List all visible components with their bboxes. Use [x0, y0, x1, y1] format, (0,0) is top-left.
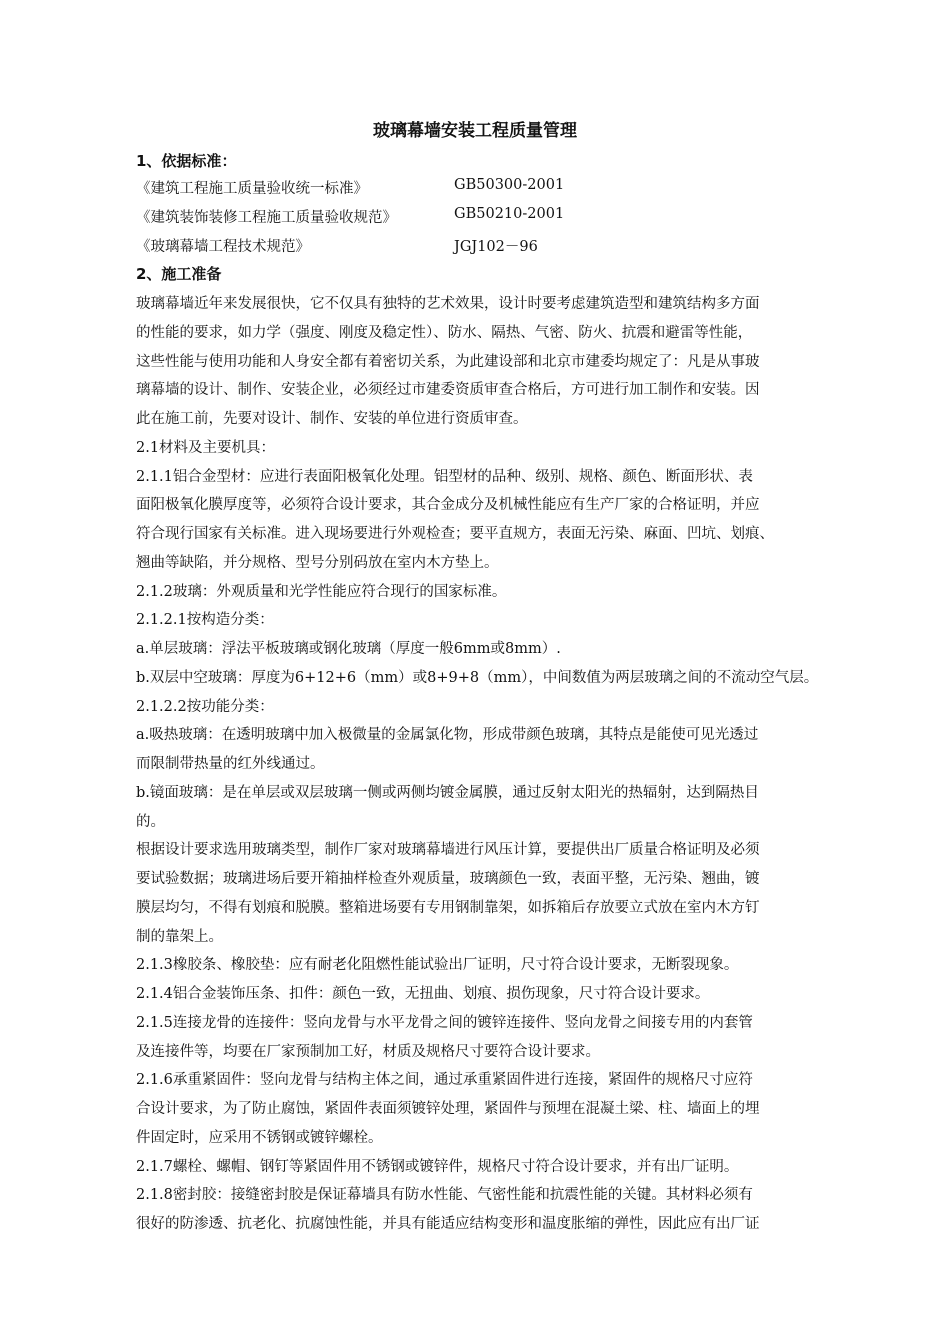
text-line: 的。 — [136, 813, 165, 830]
text-line: 而限制带热量的红外线通过。 — [136, 756, 325, 772]
text-line: 璃幕墙的设计、制作、安装企业，必须经过市建委资质审查合格后，方可进行加工制作和安装。因 — [136, 382, 760, 399]
text-line: 面阳极氧化膜厚度等，必须符合设计要求，其合金成分及机械性能应有生产厂家的合格证明，并应 — [136, 497, 760, 514]
text-line: 玻璃幕墙近年来发展很快，它不仅具有独特的艺术效果，设计时要考虑建筑造型和建筑结构多方面 — [136, 296, 760, 312]
section-heading-preparation: 2、施工准备 — [136, 265, 222, 283]
text-line: 根据设计要求选用玻璃类型，制作厂家对玻璃幕墙进行风压计算，要提供出厂质量合格证明及必须 — [136, 842, 760, 859]
standard-item — [136, 235, 538, 256]
standard-code: GB50300-2001 — [454, 177, 565, 193]
text-line: 要试验数据；玻璃进场后要开箱抽样检查外观质量，玻璃颜色一致，表面平整，无污染、翘曲，镀 — [136, 871, 760, 887]
text-line: 制的靠架上。 — [136, 928, 223, 945]
text-line: 这些性能与使用功能和人身安全都有着密切关系，为此建设部和北京市建委均规定了：凡是从事玻 — [136, 353, 760, 370]
text-line: 的性能的要求，如力学（强度、刚度及稳定性）、防水、隔热、气密、防火、抗震和避雷等性能， — [136, 324, 753, 341]
text-line: 翘曲等缺陷，并分规格、型号分别码放在室内木方垫上。 — [136, 554, 499, 571]
text-line: 2.1.4铝合金装饰压条、扣件：颜色一致，无扭曲、划痕、损伤现象，尺寸符合设计要求。 — [136, 986, 710, 1002]
standard-item — [136, 206, 565, 227]
text-line: b.镜面玻璃：是在单层或双层玻璃一侧或两侧均镀金属膜，通过反射太阳光的热辐射，达到隔热目 — [136, 784, 759, 801]
section-heading-standards: 1、依据标准： — [136, 152, 237, 170]
text-line: 2.1.2.2按功能分类： — [136, 698, 274, 715]
text-line: 2.1.3橡胶条、橡胶垫：应有耐老化阻燃性能试验出厂证明，尺寸符合设计要求，无断裂现象。 — [136, 957, 739, 974]
text-line: 及连接件等，均要在厂家预制加工好，材质及规格尺寸要符合设计要求。 — [136, 1043, 600, 1060]
standard-name: 《玻璃幕墙工程技术规范》 — [136, 239, 310, 255]
text-line: b.双层中空玻璃：厚度为6+12+6（mm）或8+9+8（mm），中间数值为两层玻璃之间的不流动空气层。 — [136, 669, 819, 686]
text-line: 2.1材料及主要机具： — [136, 439, 276, 456]
text-line: a.单层玻璃：浮法平板玻璃或钢化玻璃（厚度一般6mm或8mm）. — [136, 641, 561, 657]
text-line: 2.1.6承重紧固件：竖向龙骨与结构主体之间，通过承重紧固件进行连接，紧固件的规格尺寸应符 — [136, 1072, 753, 1089]
text-line: 此在施工前，先要对设计、制作、安装的单位进行资质审查。 — [136, 411, 528, 427]
text-line: 2.1.2玻璃：外观质量和光学性能应符合现行的国家标准。 — [136, 583, 507, 600]
text-line: 符合现行国家有关标准。进入现场要进行外观检查；要平直规方，表面无污染、麻面、凹坑、划痕、 — [136, 526, 774, 542]
document-title: 玻璃幕墙安装工程质量管理 — [373, 121, 577, 141]
text-line: a.吸热玻璃：在透明玻璃中加入极微量的金属氯化物，形成带颜色玻璃，其特点是能使可见光透过 — [136, 727, 759, 744]
standard-code: GB50210-2001 — [454, 206, 565, 222]
text-line: 很好的防渗透、抗老化、抗腐蚀性能，并具有能适应结构变形和温度胀缩的弹性，因此应有出厂证 — [136, 1216, 760, 1232]
standard-item — [136, 177, 565, 198]
standard-code: JGJ102－96 — [454, 239, 538, 255]
text-line: 2.1.1铝合金型材：应进行表面阳极氧化处理。铝型材的品种、级别、规格、颜色、断面形状、表 — [136, 468, 753, 485]
standard-name: 《建筑装饰装修工程施工质量验收规范》 — [136, 210, 397, 226]
text-line: 合设计要求，为了防止腐蚀，紧固件表面须镀锌处理，紧固件与预埋在混凝土梁、柱、墙面上的埋 — [136, 1101, 760, 1117]
standard-name: 《建筑工程施工质量验收统一标准》 — [136, 181, 368, 197]
text-line: 2.1.2.1按构造分类： — [136, 612, 274, 629]
text-line: 膜层均匀，不得有划痕和脱膜。整箱进场要有专用钢制靠架，如拆箱后存放要立式放在室内木方钉 — [136, 899, 760, 916]
text-line: 件固定时，应采用不锈钢或镀锌螺栓。 — [136, 1129, 383, 1146]
text-line: 2.1.5连接龙骨的连接件：竖向龙骨与水平龙骨之间的镀锌连接件、竖向龙骨之间接专用的内套管 — [136, 1014, 753, 1031]
text-line: 2.1.7螺栓、螺帽、钢钉等紧固件用不锈钢或镀锌件，规格尺寸符合设计要求，并有出厂证明。 — [136, 1158, 739, 1175]
text-line: 2.1.8密封胶：接缝密封胶是保证幕墙具有防水性能、气密性能和抗震性能的关键。其材料必须有 — [136, 1187, 753, 1204]
